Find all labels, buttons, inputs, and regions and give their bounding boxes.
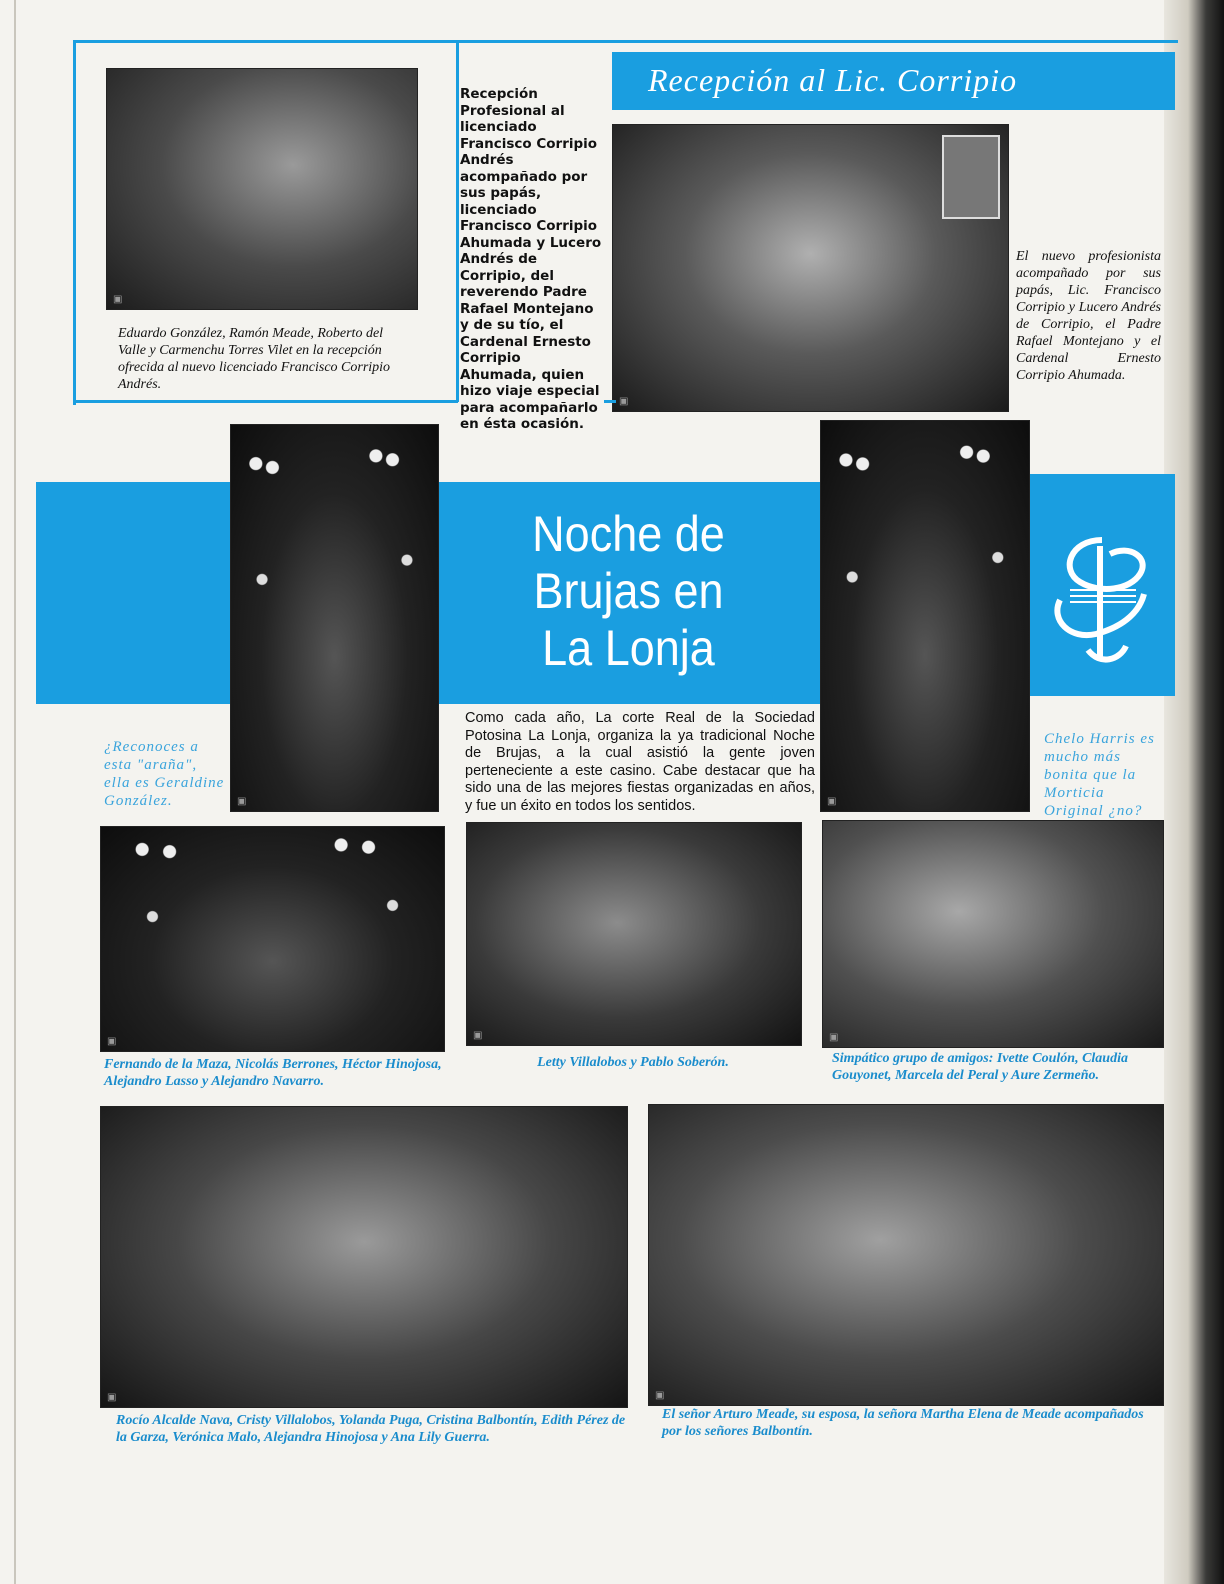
photo-placeholder-label: ▣ <box>827 796 837 807</box>
caption-pumpkin-costumes: Rocío Alcalde Nava, Cristy Villalobos, Yolanda Puga, Cristina Balbontín, Edith Pérez de la Garza, Verónica Malo, Alejandra Hinojosa y Ana Lily Guerra. <box>116 1413 626 1445</box>
photo-morticia-costume <box>820 420 1030 812</box>
photo-table-meade <box>648 1104 1164 1406</box>
halloween-title-line2: Brujas en <box>533 563 724 619</box>
caption-morticia-costume: Chelo Harris es mucho más bonita que la Morticia Original ¿no? <box>1044 731 1155 819</box>
halloween-band-left <box>36 482 233 704</box>
halloween-title-line1: Noche de <box>532 506 725 562</box>
reception-lead-text: Recepción Profesional al licenciado Francisco Corripio Andrés acompañado por sus papás, licenciado Francisco Corripio Ahumada y Lucero Andrés de Corripio, del reverendo Padre Rafael Montejano y de su tío, el Cardenal Ernesto Corripio Ahumada, quien hizo viaje especial para acompañarlo en ésta ocasión. <box>460 86 602 432</box>
photo-pumpkin-costumes <box>100 1106 628 1408</box>
photo-couple-cat-vampire <box>466 822 802 1046</box>
reception-frame-bottom <box>73 400 458 403</box>
halloween-title <box>456 506 801 677</box>
photo-placeholder-label: ▣ <box>619 396 629 407</box>
photo-placeholder-label: ▣ <box>107 1036 117 1047</box>
poster-frame <box>942 135 1000 219</box>
photo-group-friends <box>822 820 1164 1048</box>
halloween-title-line3: La Lonja <box>542 620 715 676</box>
club-monogram-logo <box>1040 530 1164 670</box>
caption-spider-costume: ¿Reconoces a esta "araña", ella es Geraldine González. <box>104 739 225 809</box>
caption-group-boys: Fernando de la Maza, Nicolás Berrones, Héctor Hinojosa, Alejandro Lasso y Alejandro Navarro. <box>104 1057 442 1089</box>
reception-frame-right <box>456 40 459 402</box>
caption-couple: Letty Villalobos y Pablo Soberón. <box>537 1055 729 1070</box>
accent-tick-left <box>604 400 616 403</box>
photo-placeholder-label: ▣ <box>237 796 247 807</box>
page-binding-line <box>14 0 16 1584</box>
photo-placeholder-label: ▣ <box>107 1392 117 1403</box>
halloween-intro-text: Como cada año, La corte Real de la Sociedad Potosina La Lonja, organiza la ya tradicional Noche de Brujas, a la cual asistió la gente joven perteneciente a este casino. Cabe destacar que ha sido una de las mejores fiestas organizadas en años, y fue un éxito en todos los sentidos. <box>465 710 815 814</box>
photo-family-group <box>612 124 1009 412</box>
photo-dinner-table <box>106 68 418 310</box>
photo-spider-costume <box>230 424 439 812</box>
reception-banner <box>612 52 1175 110</box>
photo-placeholder-label: ▣ <box>113 294 123 305</box>
reception-banner-title: Recepción al Lic. Corripio <box>648 62 1018 98</box>
photo-placeholder-label: ▣ <box>829 1032 839 1043</box>
photo-group-boys <box>100 826 445 1052</box>
caption-table-meade: El señor Arturo Meade, su esposa, la señora Martha Elena de Meade acompañados por los señores Balbontín. <box>662 1407 1144 1439</box>
caption-group-friends: Simpático grupo de amigos: Ivette Coulón, Claudia Gouyonet, Marcela del Peral y Aure Zermeño. <box>832 1051 1128 1083</box>
caption-family-group: El nuevo profesionista acompañado por sus papás, Lic. Francisco Corripio y Lucero Andrés de Corripio, el Padre Rafael Montejano y el Cardenal Ernesto Corripio Ahumada. <box>1016 249 1161 383</box>
photo-placeholder-label: ▣ <box>473 1030 483 1041</box>
caption-dinner-table: Eduardo González, Ramón Meade, Roberto del Valle y Carmenchu Torres Vilet en la recepción ofrecida al nuevo licenciado Francisco Corripio Andrés. <box>118 326 391 392</box>
photo-placeholder-label: ▣ <box>655 1390 665 1401</box>
